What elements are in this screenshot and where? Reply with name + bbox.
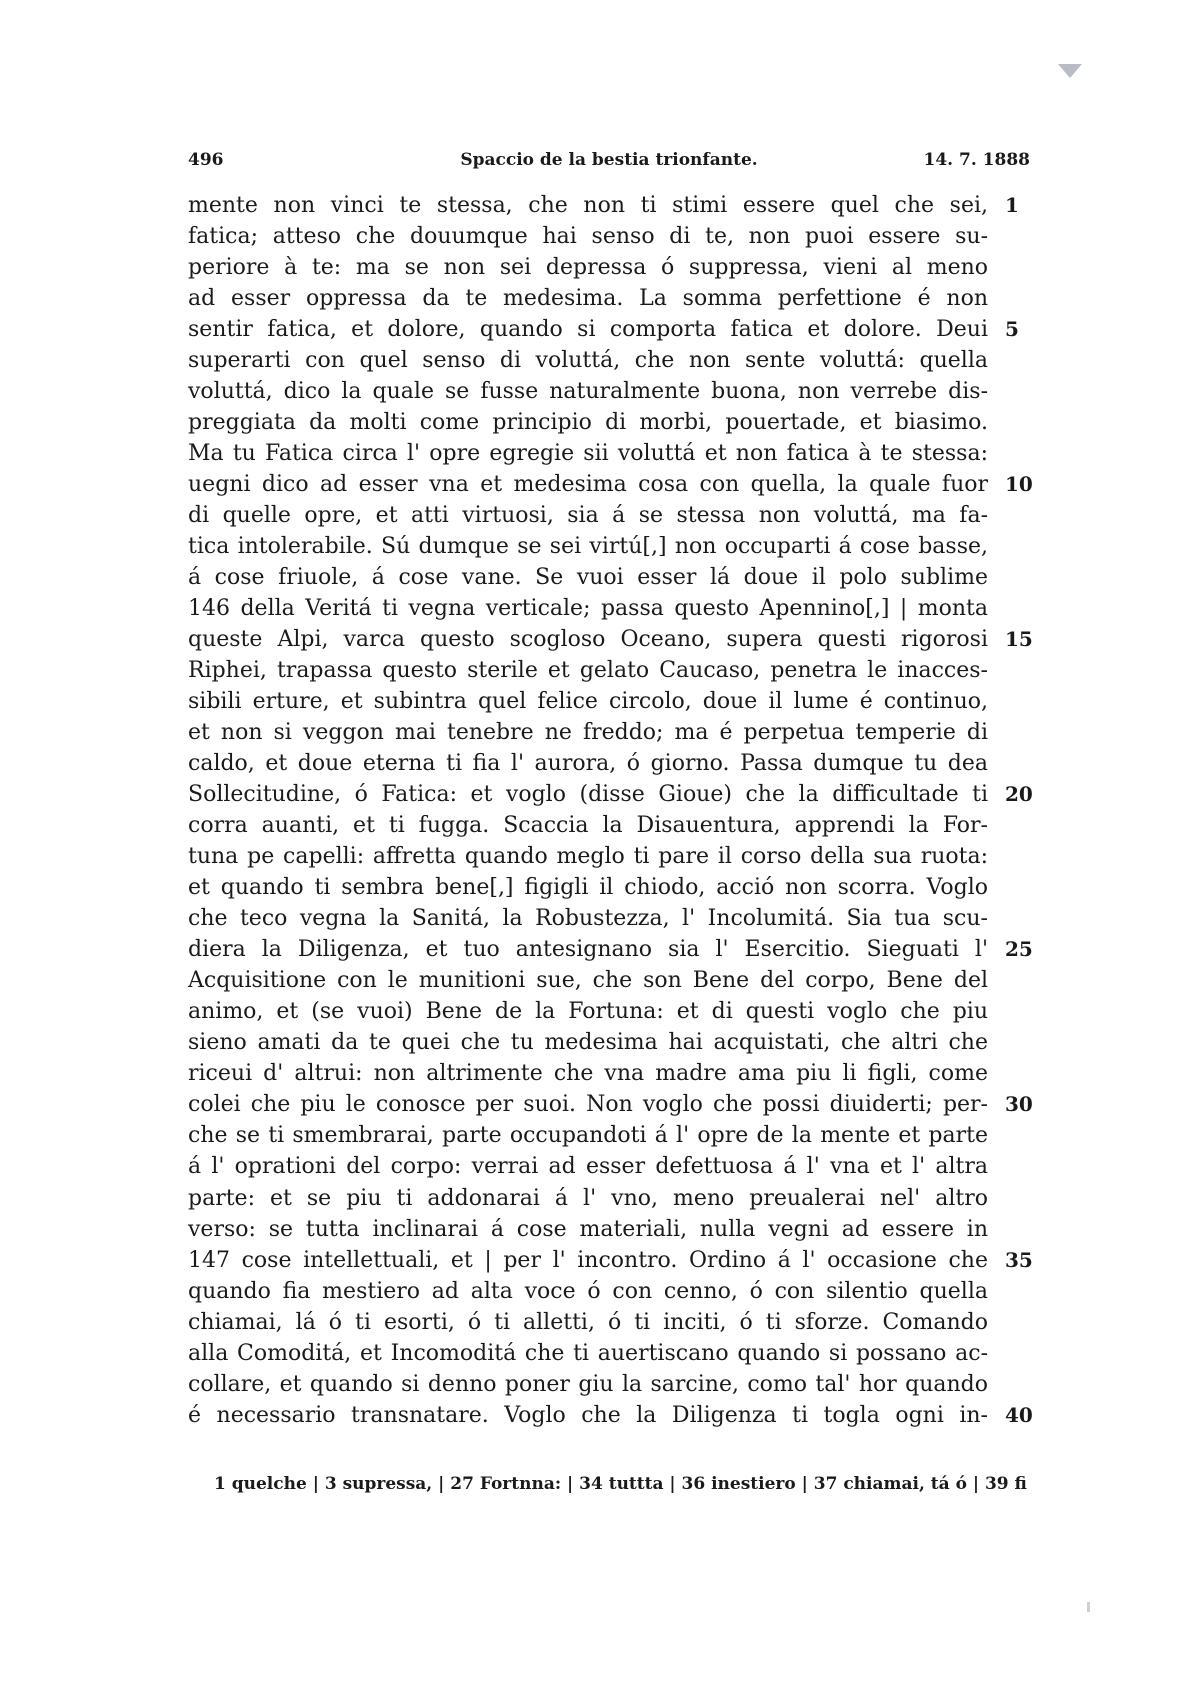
text-line (188, 903, 988, 934)
text-line (188, 1151, 988, 1182)
text-line (188, 221, 988, 252)
line-text: Sollecitudine, ó Fatica: et voglo (disse Gioue) che la difficultade ti (188, 782, 988, 808)
line-text: á cose friuole, á cose vane. Se vuoi esser lá doue il polo sublime (188, 565, 988, 591)
text-line (188, 1214, 988, 1245)
text-line (188, 593, 988, 624)
text-line (188, 1369, 988, 1400)
text-line (188, 1338, 988, 1369)
line-text: parte: et se piu ti addonarai á l' vno, meno preualerai nel' altro (188, 1185, 988, 1211)
text-line (188, 717, 988, 748)
text-line (188, 1120, 988, 1151)
line-text: verso: se tutta inclinarai á cose materiali, nulla vegni ad essere in (188, 1216, 988, 1242)
text-line (188, 500, 988, 531)
text-line (188, 407, 988, 438)
page-speck-decoration (1087, 1602, 1090, 1612)
text-line (188, 686, 988, 717)
line-text: tuna pe capelli: affretta quando meglo ti pare il corso della sua ruota: (188, 844, 988, 870)
text-line (188, 1027, 988, 1058)
text-line (188, 314, 1019, 345)
line-text: Riphei, trapassa questo sterile et gelato Caucaso, penetra le inacces- (188, 658, 988, 684)
line-text: preggiata da molti come principio di morbi, pouertade, et biasimo. (188, 410, 988, 436)
line-number: 10 (1005, 472, 1033, 497)
text-line (188, 996, 988, 1027)
line-text: voluttá, dico la quale se fusse naturalmente buona, non verrebe dis- (188, 379, 988, 405)
line-number: 20 (1005, 782, 1033, 807)
text-line (188, 283, 988, 314)
line-number: 25 (1005, 937, 1033, 962)
line-number: 40 (1005, 1402, 1033, 1427)
text-line (188, 1058, 988, 1089)
text-line (188, 655, 988, 686)
line-text: colei che piu le conosce per suoi. Non voglo che possi diuiderti; per- (188, 1092, 988, 1118)
text-line (188, 810, 988, 841)
line-text: queste Alpi, varca questo scogloso Oceano, supera questi rigorosi (188, 627, 988, 653)
line-text: collare, et quando si denno poner giu la sarcine, como tal' hor quando (188, 1371, 988, 1397)
line-text: riceui d' altrui: non altrimente che vna madre ama piu li figli, come (188, 1061, 988, 1087)
line-number: 15 (1005, 627, 1033, 652)
text-line (188, 1400, 1033, 1431)
line-text: ad esser oppressa da te medesima. La somma perfettione é non (188, 286, 988, 312)
line-text: et quando ti sembra bene[,] figigli il chiodo, acció non scorra. Voglo (188, 875, 988, 901)
text-line (188, 1183, 988, 1214)
text-line (188, 190, 1019, 221)
line-text: che se ti smembrarai, parte occupandoti á l' opre de la mente et parte (188, 1123, 988, 1149)
text-line (188, 562, 988, 593)
text-line (188, 1307, 988, 1338)
line-text: chiamai, lá ó ti esorti, ó ti alletti, ó ti inciti, ó ti sforze. Comando (188, 1309, 988, 1335)
text-line (188, 345, 988, 376)
line-text: Acquisitione con le munitioni sue, che son Bene del corpo, Bene del (188, 968, 988, 994)
running-header (188, 150, 1030, 174)
line-text: mente non vinci te stessa, che non ti stimi essere quel che sei, (188, 193, 988, 218)
text-line (188, 779, 1033, 810)
line-text: Ma tu Fatica circa l' opre egregie sii voluttá et non fatica à te stessa: (188, 441, 988, 467)
text-line (188, 748, 988, 779)
text-line (188, 252, 988, 283)
line-number: 5 (1005, 317, 1019, 342)
line-text: 147 cose intellettuali, et | per l' incontro. Ordino á l' occasione che (188, 1247, 988, 1273)
text-line (188, 1245, 1033, 1276)
line-text: sibili erture, et subintra quel felice circolo, doue il lume é continuo, (188, 689, 988, 715)
line-number: 30 (1005, 1092, 1033, 1117)
line-text: diera la Diligenza, et tuo antesignano sia l' Esercitio. Sieguati l' (188, 937, 988, 963)
line-text: che teco vegna la Sanitá, la Robustezza, l' Incolumitá. Sia tua scu- (188, 906, 988, 932)
page-number: 496 (188, 150, 224, 170)
line-text: quando fia mestiero ad alta voce ó con cenno, ó con silentio quella (188, 1278, 988, 1304)
running-title: Spaccio de la bestia trionfante. (460, 150, 758, 170)
line-text: á l' oprationi del corpo: verrai ad esser defettuosa á l' vna et l' altra (188, 1154, 988, 1180)
text-line (188, 624, 1033, 655)
text-line (188, 872, 988, 903)
line-text: tica intolerabile. Sú dumque se sei virtú[,] non occuparti á cose basse, (188, 534, 988, 560)
line-number: 35 (1005, 1247, 1033, 1272)
line-text: 146 della Veritá ti vegna verticale; passa questo Apennino[,] | monta (188, 596, 988, 622)
line-text: uegni dico ad esser vna et medesima cosa con quella, la quale fuor (188, 472, 988, 498)
line-text: et non si veggon mai tenebre ne freddo; ma é perpetua temperie di (188, 720, 988, 746)
body-text (188, 190, 1033, 1431)
line-text: fatica; atteso che douumque hai senso di te, non puoi essere su- (188, 224, 988, 250)
line-text: sentir fatica, et dolore, quando si comporta fatica et dolore. Deui (188, 317, 988, 343)
text-line (188, 934, 1033, 965)
text-line (188, 965, 988, 996)
line-text: animo, et (se vuoi) Bene de la Fortuna: et di questi voglo che piu (188, 999, 988, 1025)
text-line (188, 531, 988, 562)
text-line (188, 1089, 1033, 1120)
line-text: superarti con quel senso di voluttá, che non sente voluttá: quella (188, 348, 988, 374)
line-text: alla Comoditá, et Incomoditá che ti auertiscano quando si possano ac- (188, 1340, 988, 1366)
text-line (188, 376, 988, 407)
footnotes: 1 quelche | 3 supressa, | 27 Fortnna: | 34 tuttta | 36 inestiero | 37 chiamai, tá ó | 39 fi (214, 1474, 1027, 1494)
text-line (188, 469, 1033, 500)
line-text: di quelle opre, et atti virtuosi, sia á se stessa non voluttá, ma fa- (188, 503, 988, 529)
line-text: periore à te: ma se non sei depressa ó suppressa, vieni al meno (188, 255, 988, 281)
line-number: 1 (1005, 193, 1019, 217)
text-line (188, 438, 988, 469)
header-date: 14. 7. 1888 (923, 150, 1030, 170)
line-text: caldo, et doue eterna ti fia l' aurora, ó giorno. Passa dumque tu dea (188, 751, 988, 777)
corner-mark-decoration (1058, 64, 1082, 78)
line-text: corra auanti, et ti fugga. Scaccia la Disauentura, apprendi la For- (188, 813, 988, 839)
text-line (188, 841, 988, 872)
line-text: é necessario transnatare. Voglo che la Diligenza ti togla ogni in- (188, 1402, 988, 1428)
text-line (188, 1276, 988, 1307)
line-text: sieno amati da te quei che tu medesima hai acquistati, che altri che (188, 1030, 988, 1056)
